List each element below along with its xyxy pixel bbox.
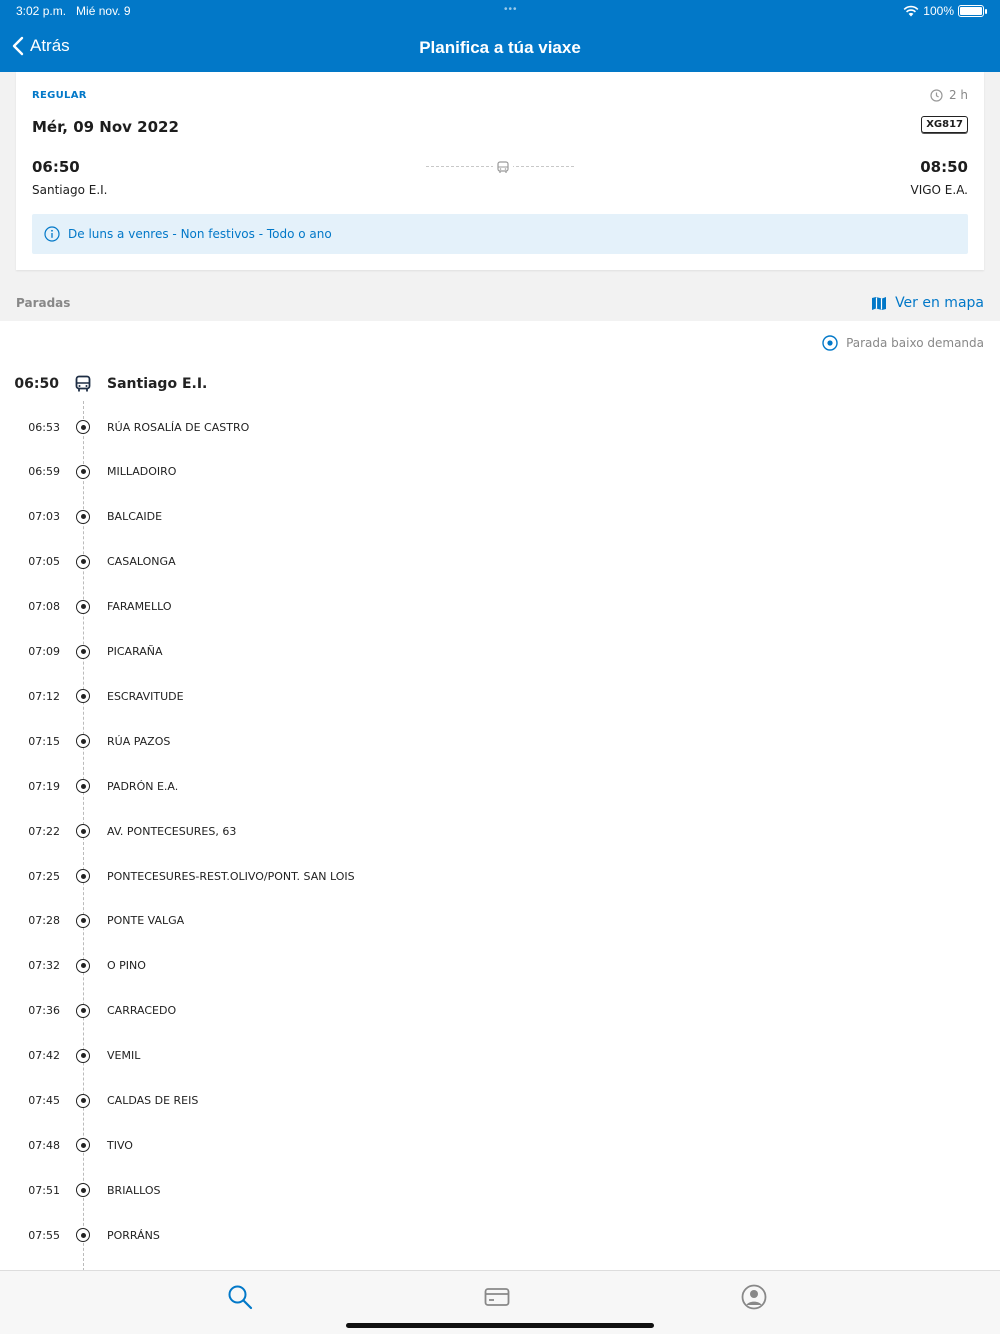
stop-marker-icon [76, 689, 90, 703]
trip-duration [930, 88, 968, 102]
stop-time: 07:19 [28, 779, 60, 793]
arrival-place: VIGO E.A. [910, 183, 968, 197]
stop-marker-icon [76, 420, 90, 434]
multitask-dots-icon[interactable]: ••• [504, 4, 518, 15]
map-icon [871, 296, 887, 311]
tab-profile[interactable] [740, 1283, 768, 1311]
stop-time: 07:36 [28, 1004, 60, 1018]
stop-name: TIVO [107, 1138, 133, 1152]
stop-time: 06:50 [14, 376, 59, 392]
stop-marker-icon [76, 824, 90, 838]
info-icon [44, 226, 60, 242]
top-bar [0, 0, 1000, 72]
stop-marker-icon [76, 600, 90, 614]
stop-row[interactable] [0, 684, 1000, 708]
on-demand-legend-label: Parada baixo demanda [846, 336, 984, 350]
stop-time: 07:32 [28, 959, 60, 973]
stop-marker-icon [76, 779, 90, 793]
stop-name: O PINO [107, 959, 146, 973]
schedule-info-banner [32, 214, 968, 254]
stop-marker-icon [76, 645, 90, 659]
stop-time: 07:25 [28, 869, 60, 883]
stop-marker-icon [76, 1094, 90, 1108]
home-indicator [346, 1323, 654, 1328]
trip-card [16, 72, 984, 270]
stop-row[interactable] [0, 999, 1000, 1023]
bus-icon [493, 159, 513, 178]
profile-icon [740, 1283, 768, 1311]
view-map-link[interactable] [871, 295, 984, 311]
stops-section-title: Paradas [16, 296, 71, 310]
on-demand-legend [822, 335, 984, 351]
status-clock: 3:02 p.m. [16, 4, 67, 18]
stop-row[interactable] [0, 640, 1000, 664]
stop-row[interactable] [0, 550, 1000, 574]
status-time [16, 4, 131, 18]
stop-name: MILLADOIRO [107, 465, 177, 479]
stop-time: 07:08 [28, 600, 60, 614]
stop-name: PADRÓN E.A. [107, 779, 179, 793]
stop-time: 07:28 [28, 914, 60, 928]
stop-time: 07:45 [28, 1094, 60, 1107]
on-demand-stop-icon [822, 335, 838, 351]
stop-row[interactable] [0, 819, 1000, 843]
stop-name: PONTE VALGA [107, 914, 185, 928]
card-icon [483, 1283, 511, 1311]
stop-name: CARRACEDO [107, 1004, 177, 1018]
departure-time: 06:50 [32, 158, 80, 176]
stop-time: 07:48 [28, 1138, 60, 1152]
departure-place: Santiago E.I. [32, 183, 108, 197]
stop-row[interactable] [0, 954, 1000, 978]
tab-bar [0, 1270, 1000, 1334]
stop-row[interactable] [0, 460, 1000, 484]
status-right [903, 4, 984, 18]
stop-marker-icon [76, 959, 90, 973]
page-title: Planifica a túa viaxe [419, 38, 581, 57]
stop-row[interactable] [0, 909, 1000, 933]
stop-time: 07:55 [28, 1228, 60, 1242]
stop-time: 06:53 [28, 420, 60, 434]
stop-marker-icon [76, 1138, 90, 1152]
stop-time: 07:42 [28, 1049, 60, 1063]
trip-date: Mér, 09 Nov 2022 [32, 118, 179, 136]
stop-time: 07:09 [28, 645, 60, 658]
stop-time: 06:59 [28, 465, 60, 479]
stop-marker-icon [76, 1004, 90, 1018]
battery-icon [958, 5, 984, 17]
stop-marker-icon [76, 1049, 90, 1063]
stop-time: 07:12 [28, 689, 60, 703]
stop-name: RÚA PAZOS [107, 734, 171, 748]
stop-row[interactable] [0, 864, 1000, 888]
stop-marker-icon [76, 510, 90, 524]
wifi-icon [903, 5, 919, 17]
stop-row[interactable] [0, 1044, 1000, 1068]
stop-row[interactable] [0, 595, 1000, 619]
bus-icon [75, 375, 91, 397]
stop-name: RÚA ROSALÍA DE CASTRO [107, 420, 250, 434]
stop-row[interactable] [0, 774, 1000, 798]
stop-name: PICARAÑA [107, 645, 163, 658]
search-icon [226, 1283, 254, 1311]
stop-row[interactable] [0, 1133, 1000, 1157]
clock-icon [930, 89, 943, 102]
stop-row[interactable] [0, 415, 1000, 439]
first-stop-row[interactable] [0, 372, 1000, 396]
back-label: Atrás [30, 36, 70, 55]
status-bar [16, 4, 984, 20]
stop-time: 07:05 [28, 555, 60, 569]
stop-name: PONTECESURES-REST.OLIVO/PONT. SAN LOIS [107, 869, 355, 883]
duration-value: 2 h [948, 88, 968, 102]
stop-name: ESCRAVITUDE [107, 689, 184, 703]
tab-tickets[interactable] [483, 1283, 511, 1311]
stop-marker-icon [76, 465, 90, 479]
stop-marker-icon [76, 734, 90, 748]
line-code-badge: XG817 [921, 116, 968, 133]
stop-row[interactable] [0, 1089, 1000, 1113]
stop-time: 07:51 [28, 1183, 60, 1197]
stop-name: Santiago E.I. [107, 376, 208, 392]
stop-name: CALDAS DE REIS [107, 1094, 199, 1107]
view-map-label: Ver en mapa [895, 295, 984, 311]
stop-name: AV. PONTECESURES, 63 [107, 824, 237, 838]
battery-percent: 100% [923, 4, 954, 18]
stop-name: VEMIL [107, 1049, 141, 1063]
stop-time: 07:15 [28, 734, 60, 748]
stop-marker-icon [76, 1183, 90, 1197]
stop-marker-icon [76, 869, 90, 883]
tab-search[interactable] [226, 1283, 254, 1311]
stop-name: FARAMELLO [107, 600, 172, 614]
stop-name: BRIALLOS [107, 1183, 161, 1197]
stop-row[interactable] [0, 505, 1000, 529]
stop-marker-icon [76, 1228, 90, 1242]
status-date: Mié nov. 9 [76, 4, 131, 18]
stop-name: PORRÁNS [107, 1228, 160, 1242]
stop-row[interactable] [0, 1223, 1000, 1247]
stop-time: 07:22 [28, 824, 60, 838]
arrival-time: 08:50 [920, 158, 968, 176]
stop-name: CASALONGA [107, 555, 176, 569]
stops-list [0, 321, 1000, 1270]
stop-name: BALCAIDE [107, 510, 163, 524]
stop-marker-icon [76, 555, 90, 569]
schedule-info-text: De luns a venres - Non festivos - Todo o ano [68, 227, 332, 241]
stop-time: 07:03 [28, 510, 60, 524]
stop-row[interactable] [0, 1178, 1000, 1202]
stop-marker-icon [76, 914, 90, 928]
trip-type-label: REGULAR [32, 90, 87, 101]
stop-row[interactable] [0, 729, 1000, 753]
